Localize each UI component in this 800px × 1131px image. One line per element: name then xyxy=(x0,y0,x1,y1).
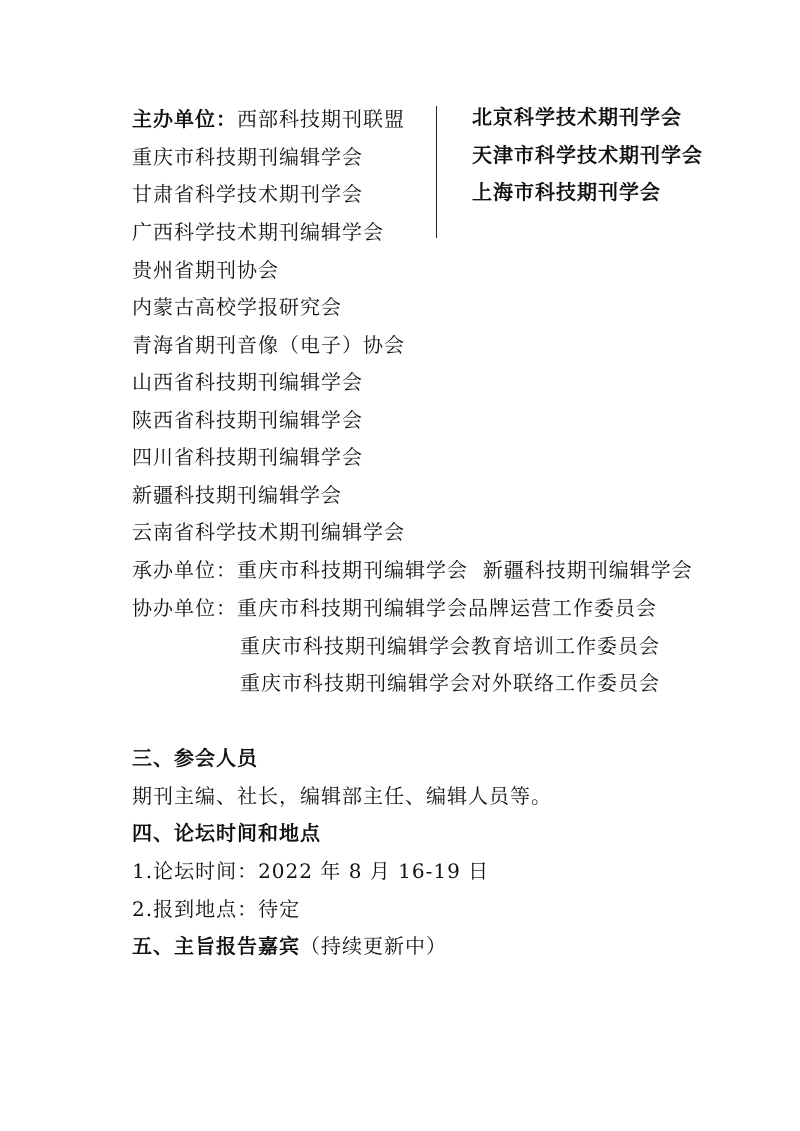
section-heading: 四、论坛时间和地点 xyxy=(132,821,321,845)
organizer-item: 甘肃省科学技术期刊学会 xyxy=(132,182,363,206)
co-organizers-row xyxy=(132,595,657,621)
co-organizers-label: 协办单位： xyxy=(132,596,237,620)
organizer-item: 青海省期刊音像（电子）协会 xyxy=(132,333,405,357)
organizers-label: 主办单位： xyxy=(132,107,237,131)
column-divider xyxy=(436,106,437,238)
host-text: 重庆市科技期刊编辑学会 新疆科技期刊编辑学会 xyxy=(237,558,693,582)
co-organizer-item: 重庆市科技期刊编辑学会品牌运营工作委员会 xyxy=(237,596,657,620)
section-heading: 五、主旨报告嘉宾 xyxy=(132,934,300,958)
organizer-item: 重庆市科技期刊编辑学会 xyxy=(132,145,363,169)
co-organizer-item: 重庆市科技期刊编辑学会对外联络工作委员会 xyxy=(240,671,660,695)
organizer-item: 云南省科学技术期刊编辑学会 xyxy=(132,520,405,544)
organizer-item: 贵州省期刊协会 xyxy=(132,258,279,282)
host-row xyxy=(132,557,693,583)
co-organizer-item: 重庆市科技期刊编辑学会教育培训工作委员会 xyxy=(240,634,660,658)
organizer-item: 内蒙古高校学报研究会 xyxy=(132,295,342,319)
organizer-item: 山西省科技期刊编辑学会 xyxy=(132,370,363,394)
organizer-item: 广西科学技术期刊编辑学会 xyxy=(132,220,384,244)
section-heading: 三、参会人员 xyxy=(132,746,258,770)
host-label: 承办单位： xyxy=(132,558,237,582)
section-note: （持续更新中） xyxy=(300,934,447,958)
organizer-item: 陕西省科技期刊编辑学会 xyxy=(132,408,363,432)
forum-time: 1.论坛时间：2022 年 8 月 16-19 日 xyxy=(132,859,490,883)
organizer-item-right: 上海市科技期刊学会 xyxy=(472,180,661,204)
organizer-item: 新疆科技期刊编辑学会 xyxy=(132,483,342,507)
organizers-row xyxy=(132,106,405,132)
organizer-item-right: 天津市科学技术期刊学会 xyxy=(472,143,703,167)
section5-row xyxy=(132,933,447,959)
section-text: 期刊主编、社长，编辑部主任、编辑人员等。 xyxy=(132,784,552,808)
organizer-item-right: 北京科学技术期刊学会 xyxy=(472,105,682,129)
organizer-item: 四川省科技期刊编辑学会 xyxy=(132,445,363,469)
registration-place: 2.报到地点：待定 xyxy=(132,897,301,921)
organizer-item: 西部科技期刊联盟 xyxy=(237,107,405,131)
